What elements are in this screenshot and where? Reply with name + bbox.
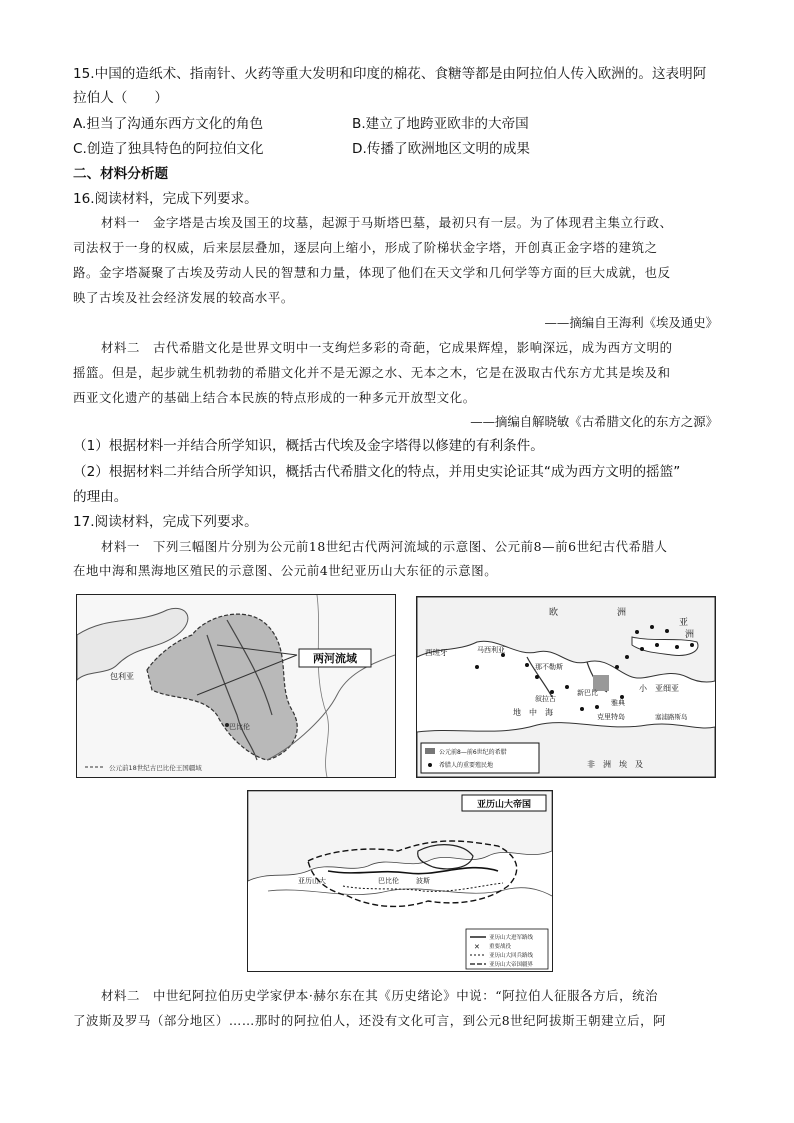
map2-place-europe: 欧	[549, 608, 559, 618]
map3-place-alexandria: 亚历山大	[298, 877, 326, 885]
map-greek-colonies	[416, 596, 716, 778]
q16-prompt: 16.阅读材料，完成下列要求。	[73, 191, 258, 207]
q16-material2-source: ——摘编自解晓敏《古希腊文化的东方之源》	[470, 414, 718, 429]
map3-legend2: 重要战役	[489, 944, 512, 950]
map2-place-zhou: 洲	[617, 608, 627, 618]
q16-material1-line3: 路。金字塔凝聚了古埃及劳动人民的智慧和力量，体现了他们在天文学和几何学等方面的巨大成就，也反	[73, 265, 671, 280]
q16-material1-line2: 司法权于一身的权威，后来层层叠加，逐层向上缩小，形成了阶梯状金字塔，开创真正金字塔的建筑之	[73, 240, 658, 255]
map2-place-syracuse: 叙拉古	[535, 695, 556, 703]
q16-question2-line1: （2）根据材料二并结合所学知识，概括古代希腊文化的特点，并用史实论证其“成为西方文明的摇篮”	[73, 464, 681, 480]
q15-stem-line2: 拉伯人（ ）	[73, 90, 169, 106]
map3-title: 亚历山大帝国	[476, 800, 532, 810]
q16-material1-source: ——摘编自王海利《埃及通史》	[544, 315, 718, 330]
map-alexander-empire	[247, 790, 553, 972]
map2-place-asia: 亚	[679, 618, 689, 628]
q17-material1-line1: 材料一 下列三幅图片分别为公元前18世纪古代两河流域的示意图、公元前8—前6世纪古代希腊人	[101, 539, 668, 554]
map2-place-new: 新巴比	[577, 689, 598, 697]
map2-place-asia2: 洲	[685, 630, 695, 640]
q16-question2-line2: 的理由。	[73, 489, 128, 505]
map3-legend3: 亚历山大回兵路线	[489, 953, 534, 959]
map2-place-naples: 那不勒斯	[535, 663, 563, 671]
q17-material1-line2: 在地中海和黑海地区殖民的示意图、公元前4世纪亚历山大东征的示意图。	[73, 563, 498, 578]
q16-material2-line1: 材料二 古代希腊文化是世界文明中一支绚烂多彩的奇葩，它成果辉煌，影响深远，成为西方文明的	[101, 340, 673, 355]
q15-option-c: C.创造了独具特色的阿拉伯文化	[73, 141, 264, 157]
q16-material1-line4: 映了古埃及社会经济发展的较高水平。	[73, 290, 294, 305]
map2-place-crete: 克里特岛	[597, 713, 625, 721]
map1-place-babylon: 巴比伦	[229, 723, 250, 731]
battle-icon: ✕	[474, 943, 480, 951]
map2-place-minor-asia: 小 亚细亚	[639, 684, 679, 693]
map3-place-babylon: 巴比伦	[378, 877, 399, 885]
q16-material2-line2: 摇篮。但是，起步就生机勃勃的希腊文化并不是无源之水、无本之木，它是在汲取古代东方尤其是埃及和	[73, 365, 671, 380]
map2-legend2: 希腊人的重要殖民地	[439, 762, 494, 769]
map2-place-spain: 西班牙	[425, 648, 448, 657]
q16-material2-line3: 西亚文化遗产的基础上结合本民族的特点形成的一种多元开放型文化。	[73, 390, 476, 405]
map2-place-athens: 雅典	[611, 699, 625, 707]
map3-legend4: 亚历山大帝国疆界	[489, 962, 534, 968]
map1-legend: 公元前18世纪古巴比伦王国疆域	[109, 764, 202, 772]
map2-place-africa: 非 洲 埃 及	[587, 760, 643, 769]
map3-place-persia: 波斯	[416, 877, 430, 885]
q16-question1: （1）根据材料一并结合所学知识，概括古代埃及金字塔得以修建的有利条件。	[73, 438, 544, 454]
q17-prompt: 17.阅读材料，完成下列要求。	[73, 514, 258, 530]
q15-option-a: A.担当了沟通东西方文化的角色	[73, 116, 264, 132]
q15-stem-line1: 15.中国的造纸术、指南针、火药等重大发明和印度的棉花、食糖等都是由阿拉伯人传入欧洲的。这表明阿	[73, 66, 707, 82]
map1-place-left: 包利亚	[110, 672, 134, 681]
map2-place-sea: 地 中 海	[513, 708, 553, 717]
map-mesopotamia	[76, 594, 396, 778]
map3-legend1: 亚历山大进军路线	[489, 935, 534, 941]
map2-place-cyprus: 塞浦路斯岛	[655, 713, 688, 721]
map2-legend1: 公元前8—前6世纪的希腊	[439, 749, 507, 756]
q15-option-d: D.传播了欧洲地区文明的成果	[352, 141, 530, 157]
q15-option-b: B.建立了地跨亚欧非的大帝国	[352, 116, 529, 132]
q16-material1-line1: 材料一 金字塔是古埃及国王的坟墓，起源于马斯塔巴墓，最初只有一层。为了体现君主集立行政、	[101, 215, 673, 230]
section-heading: 二、材料分析题	[73, 166, 169, 182]
q17-material2-line2: 了波斯及罗马（部分地区）……那时的阿拉伯人，还没有文化可言，到公元8世纪阿拔斯王朝建立后，阿	[73, 1013, 667, 1028]
q17-material2-line1: 材料二 中世纪阿拉伯历史学家伊本·赫尔东在其《历史绪论》中说：“阿拉伯人征服各方后，统治	[101, 988, 659, 1003]
map1-label-rivers: 两河流域	[313, 652, 357, 665]
map2-place-massilia: 马西利亚	[477, 646, 505, 654]
